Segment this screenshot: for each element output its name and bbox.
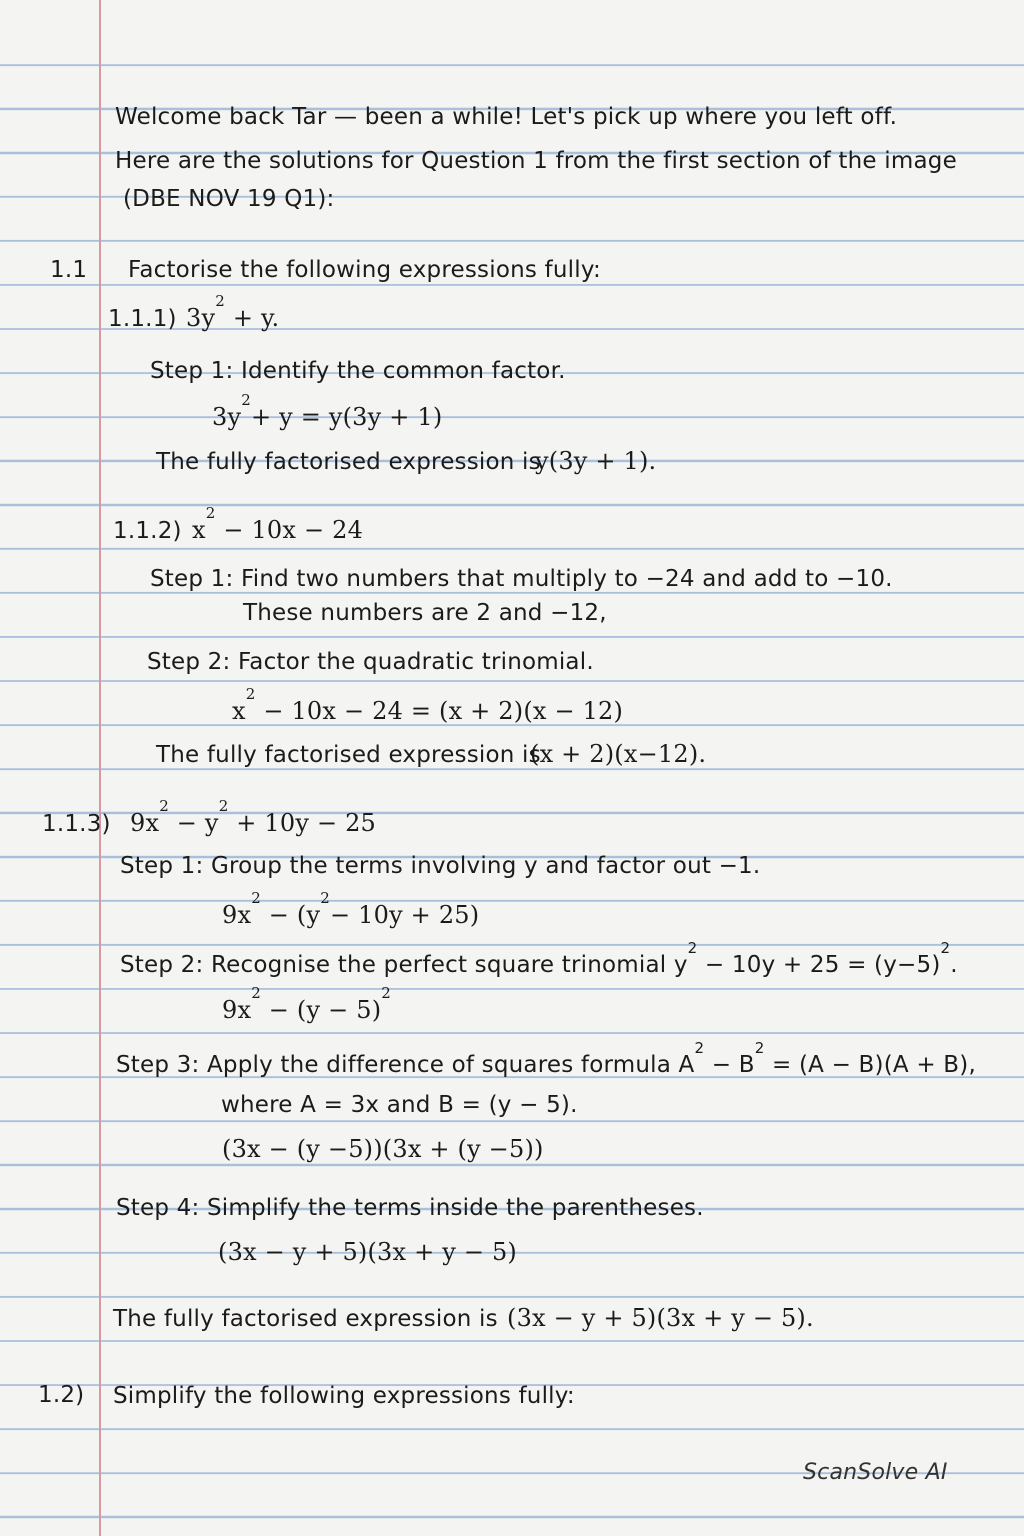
- working-1-1-3-3: (3x − (y −5))(3x + (y −5)): [222, 1135, 544, 1163]
- question-number-1-1-1: 1.1.1): [108, 306, 177, 332]
- step-1-1-2-1b: These numbers are 2 and −12,: [243, 600, 607, 626]
- answer-1-1-3: (3x − y + 5)(3x + y − 5).: [507, 1304, 814, 1332]
- brand-label: ScanSolve AI: [803, 1460, 948, 1485]
- step-1-1-3-2: Step 2: Recognise the perfect square trinomial $y^2 - 10y + 25 = (y-5)^2$.: [120, 939, 958, 978]
- answer-1-1-1: y(3y + 1).: [535, 447, 657, 475]
- step-1-1-3-1: Step 1: Group the terms involving y and factor out −1.: [120, 853, 761, 879]
- expression-1-1-3: $9x^2 - y^2 + 10y - 25$: [130, 797, 377, 837]
- working-1-1-3-2: $9x^2 - (y - 5)^2$: [222, 984, 392, 1024]
- working-1-1-3-1: $9x^2 - (y^2- 10y + 25)$: [222, 889, 480, 929]
- answer-label-1-1-2: The fully factorised expression is: [156, 742, 541, 768]
- expression-1-1-1: $3y^2 + y$.: [186, 292, 280, 332]
- answer-label-1-1-1: The fully factorised expression is: [156, 449, 541, 475]
- working-1-1-3-4: (3x − y + 5)(3x + y − 5): [218, 1238, 517, 1266]
- step-1-1-3-4: Step 4: Simplify the terms inside the parentheses.: [116, 1195, 704, 1221]
- question-number-1-2: 1.2): [38, 1382, 85, 1408]
- question-number-1-1-2: 1.1.2): [113, 518, 182, 544]
- step-1-1-3-3b: where A = 3x and B = (y − 5).: [221, 1092, 578, 1118]
- question-number-1-1-3: 1.1.3): [42, 811, 111, 837]
- answer-label-1-1-3: The fully factorised expression is: [113, 1306, 498, 1332]
- question-1-2-title: Simplify the following expressions fully:: [113, 1383, 575, 1409]
- intro-line-3: (DBE NOV 19 Q1):: [123, 186, 335, 212]
- step-1-1-2-2: Step 2: Factor the quadratic trinomial.: [147, 649, 594, 675]
- working-1-1-2: $x^2 - 10x - 24 = (x + 2)(x - 12)$: [232, 685, 624, 725]
- expression-1-1-2: $x^2 - 10x - 24$: [192, 504, 364, 544]
- step-1-1-1-1: Step 1: Identify the common factor.: [150, 358, 566, 384]
- step-1-1-3-3: Step 3: Apply the difference of squares formula $A^2 - B^2 = (A - B)(A + B)$,: [116, 1039, 976, 1078]
- intro-line-2: Here are the solutions for Question 1 from the first section of the image: [115, 148, 957, 174]
- intro-line-1: Welcome back Tar — been a while! Let's pick up where you left off.: [115, 104, 898, 130]
- question-number-1-1: 1.1: [50, 257, 88, 283]
- question-1-1-title: Factorise the following expressions fully:: [128, 257, 601, 283]
- answer-1-1-2: (x + 2)(x−12).: [530, 740, 707, 768]
- working-1-1-1: $3y^2+ y = y(3y + 1)$: [212, 391, 443, 431]
- step-1-1-2-1: Step 1: Find two numbers that multiply to −24 and add to −10.: [150, 566, 893, 592]
- margin-line: [99, 0, 101, 1536]
